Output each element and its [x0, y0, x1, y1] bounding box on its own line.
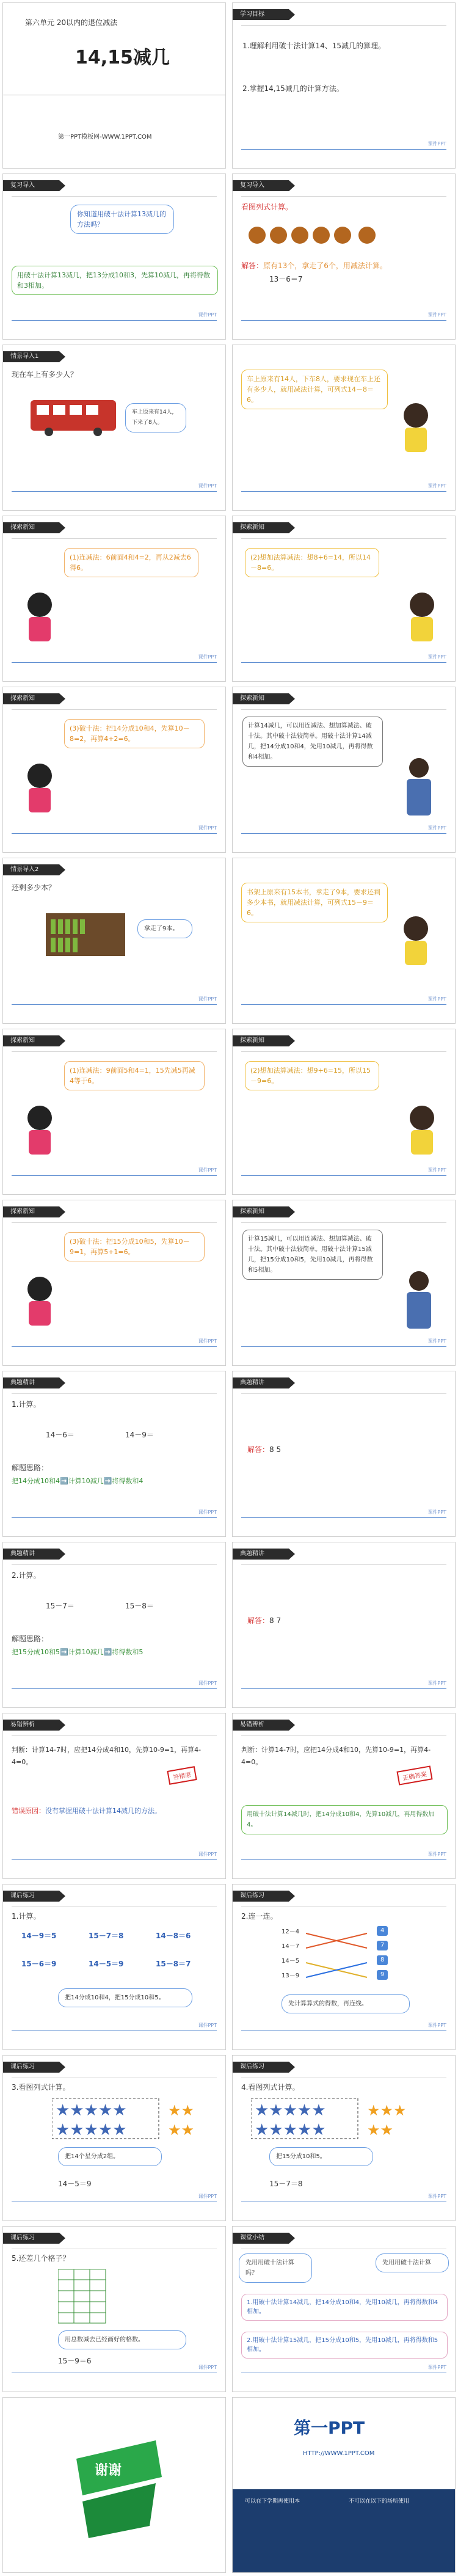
- teacher-illustration: [398, 754, 440, 822]
- divider: [241, 25, 446, 26]
- divider: [241, 1906, 446, 1907]
- method-box: (1)连减法：6前面4和4=2，再从2减去6得6。: [64, 548, 198, 577]
- stamp: 答错原: [167, 1766, 197, 1785]
- method-box: (2)想加法算减法：想9+6=15，所以15－9=6。: [245, 1061, 379, 1090]
- footer-note-1: 可以在下学期再使用本: [245, 2498, 300, 2505]
- section-tag: 典题精讲: [3, 1549, 59, 1560]
- slide-12[interactable]: [232, 858, 456, 1024]
- question: 2.计算。: [12, 1571, 41, 1580]
- hint-bubble: 把14个星分成2组。: [58, 2147, 162, 2166]
- slide-8[interactable]: [232, 516, 456, 682]
- footer-label: 课件PPT: [198, 1167, 217, 1173]
- svg-text:★★: ★★: [367, 2122, 394, 2139]
- divider: [12, 1346, 217, 1347]
- section-tag: 典题精讲: [233, 1549, 289, 1560]
- slide-2[interactable]: [232, 2, 456, 169]
- answer-equation: 15－9＝6: [58, 2357, 92, 2365]
- divider: [241, 1859, 446, 1860]
- divider: [12, 538, 217, 539]
- bookshelf-illustration: [46, 913, 125, 956]
- slide-11[interactable]: [2, 858, 226, 1024]
- child-illustration: [404, 589, 440, 644]
- divider: [12, 1688, 217, 1689]
- question: 1.计算。: [12, 1400, 41, 1409]
- slide-23[interactable]: [2, 1884, 226, 2050]
- tip-label: 解题思路：: [12, 1635, 49, 1643]
- footer-label: 课件PPT: [198, 1338, 217, 1344]
- divider: [241, 1175, 446, 1176]
- footer-label: 课件PPT: [198, 1680, 217, 1686]
- question: 看图列式计算。: [241, 203, 293, 211]
- slide-20[interactable]: [232, 1542, 456, 1708]
- svg-text:★★★★★: ★★★★★: [56, 2101, 127, 2120]
- match-left: 14－5: [282, 1958, 300, 1965]
- divider: [241, 1051, 446, 1052]
- summary-box: 计算14减几，可以用连减法、想加算减法、破十法。其中破十法较简单。用破十法计算14减几，把14分成10和4，先用10减几，再将得数和4相加。: [242, 717, 383, 767]
- footer-label: 课件PPT: [427, 2023, 446, 2028]
- child-illustration: [404, 1103, 440, 1158]
- footer-label: 课件PPT: [198, 483, 217, 489]
- section-tag: 探索新知: [233, 693, 289, 704]
- divider: [241, 149, 446, 150]
- svg-text:★★★★★: ★★★★★: [255, 2121, 326, 2139]
- slide-18[interactable]: [232, 1371, 456, 1537]
- section-tag: 探索新知: [3, 1206, 59, 1217]
- hint-bubble: 把14分成10和4，把15分成10和5。: [58, 1988, 192, 2007]
- footer-label: 课件PPT: [198, 1852, 217, 1857]
- method-box: (3)破十法：把14分成10和4，先算10－8=2，再算4+2=6。: [64, 719, 205, 748]
- slide-27[interactable]: [2, 2226, 226, 2392]
- section-tag: 探索新知: [233, 1206, 289, 1217]
- slide-28[interactable]: [232, 2226, 456, 2392]
- footer-label: 课件PPT: [427, 996, 446, 1002]
- divider: [241, 1564, 446, 1565]
- speech-bubble: 先用用破十法计算: [376, 2253, 449, 2272]
- footer-label: 课件PPT: [198, 996, 217, 1002]
- section-tag: 易错辨析: [3, 1720, 59, 1731]
- expr-1: 15－7＝: [46, 1602, 75, 1610]
- svg-text:★★★: ★★★: [367, 2102, 407, 2119]
- section-tag: 探索新知: [233, 1035, 289, 1046]
- calc-cell: 14－5＝9: [89, 1960, 124, 1968]
- divider: [241, 662, 446, 663]
- girl-illustration: [21, 1103, 58, 1158]
- answer-equation: 15－7＝8: [269, 2180, 303, 2188]
- slide-25[interactable]: [2, 2055, 226, 2221]
- slide-22[interactable]: [232, 1713, 456, 1879]
- divider: [241, 196, 446, 197]
- section-tag: 复习导入: [3, 180, 59, 191]
- slide-29[interactable]: [2, 2397, 226, 2573]
- slide-9[interactable]: [2, 687, 226, 853]
- calc-cell: 15－7＝8: [89, 1932, 124, 1940]
- footer-label: 课件PPT: [198, 825, 217, 831]
- divider: [12, 1175, 217, 1176]
- section-tag: 复习导入: [233, 180, 289, 191]
- question-bubble: 你知道用破十法计算13减几的方法吗？: [70, 205, 174, 234]
- question: 5.还差几个格子？: [12, 2254, 70, 2263]
- question: 1.计算。: [12, 1912, 41, 1921]
- calc-cell: 15－8＝7: [156, 1960, 191, 1968]
- divider: [12, 491, 217, 492]
- slide-19[interactable]: [2, 1542, 226, 1708]
- slide-1[interactable]: [2, 2, 226, 169]
- expr-2: 14－9＝: [125, 1431, 154, 1439]
- answer-box: 用破十法计算13减几，把13分成10和3，先算10减几，再将得数和3相加。: [12, 266, 218, 295]
- section-tag: 课后练习: [3, 1891, 59, 1902]
- answer-equation: 14－5＝9: [58, 2180, 92, 2188]
- lesson-title: 14,15减几: [75, 47, 170, 68]
- speech-bubble: 拿走了9本。: [137, 919, 192, 938]
- footer-label: 课件PPT: [427, 2194, 446, 2199]
- divider: [241, 320, 446, 321]
- divider: [12, 662, 217, 663]
- slide-30[interactable]: [232, 2397, 456, 2573]
- divider: [12, 1906, 217, 1907]
- site-text[interactable]: 第一PPT模板网-WWW.1PPT.COM: [58, 134, 152, 140]
- divider: [12, 196, 217, 197]
- match-lines: [306, 1928, 373, 1983]
- slide-5[interactable]: [2, 345, 226, 511]
- section-tag: 探索新知: [3, 1035, 59, 1046]
- divider: [241, 1222, 446, 1223]
- hint-bubble: 先计算算式的得数，再连线。: [282, 1994, 410, 2013]
- footer-label: 课件PPT: [427, 1167, 446, 1173]
- answer-line: 解答：8 5: [247, 1445, 282, 1454]
- divider: [241, 1517, 446, 1518]
- footer-label: 课件PPT: [198, 312, 217, 318]
- section-tag: 学习目标: [233, 9, 289, 20]
- footer-label: 课件PPT: [427, 1338, 446, 1344]
- divider: [12, 709, 217, 710]
- hint-bubble: 把15分成10和5。: [269, 2147, 373, 2166]
- divider: [12, 833, 217, 834]
- slide-16[interactable]: [232, 1200, 456, 1366]
- footer-label: 课件PPT: [427, 1852, 446, 1857]
- brand-url[interactable]: HTTP://WWW.1PPT.COM: [303, 2450, 375, 2457]
- section-tag: 探索新知: [233, 522, 289, 533]
- unit-title: 第六单元 20以内的退位减法: [25, 18, 118, 27]
- slide-15[interactable]: [2, 1200, 226, 1366]
- slide-26[interactable]: [232, 2055, 456, 2221]
- divider: [12, 1735, 217, 1736]
- judge-text: 判断：计算14-7时，应把14分成4和10，先算10-9=1，再算4-4=0。: [12, 1746, 202, 1766]
- slide-6[interactable]: [232, 345, 456, 511]
- footer-label: 课件PPT: [198, 2365, 217, 2370]
- slide-10[interactable]: [232, 687, 456, 853]
- fruit-illustration: [245, 223, 391, 247]
- speech-bubble: 车上原来有14人，下来了8人。: [125, 403, 186, 432]
- divider: [241, 1004, 446, 1005]
- divider: [241, 833, 446, 834]
- match-right: 9: [377, 1970, 388, 1980]
- section-tag: 课后练习: [233, 1891, 289, 1902]
- section-tag: 探索新知: [3, 693, 59, 704]
- divider: [12, 1222, 217, 1223]
- divider: [241, 1346, 446, 1347]
- slide-7[interactable]: [2, 516, 226, 682]
- section-tag: 典题精讲: [233, 1377, 289, 1388]
- footer-label: 课件PPT: [198, 2194, 217, 2199]
- bus-illustration: [27, 394, 119, 437]
- match-left: 13－9: [282, 1972, 300, 1979]
- girl-illustration: [21, 589, 58, 644]
- question: 4.看图列式计算。: [241, 2083, 300, 2092]
- slide-21[interactable]: [2, 1713, 226, 1879]
- divider: [241, 1393, 446, 1394]
- divider: [12, 1393, 217, 1394]
- child-illustration: [398, 913, 434, 968]
- divider: [12, 1859, 217, 1860]
- footer-label: 课件PPT: [198, 1509, 217, 1515]
- question: 现在车上有多少人？: [12, 370, 78, 379]
- divider: [12, 320, 217, 321]
- judge-text: 判断：计算14-7时，应把14分成4和10，先算10-9=1，再算4-4=0。: [241, 1746, 431, 1766]
- answer-line: 解答：8 7: [247, 1616, 282, 1625]
- thanks-text: 谢谢: [95, 2463, 122, 2478]
- goal-2: 2.掌握14,15减几的计算方法。: [242, 84, 344, 93]
- divider: [12, 1564, 217, 1565]
- divider: [241, 491, 446, 492]
- tip-text: 把14分成10和4➡️计算10减几➡️将得数和4: [12, 1477, 144, 1485]
- footer-label: 课件PPT: [198, 654, 217, 660]
- explanation-box: 车上原来有14人，下车8人，要求现在车上还有多少人，就用减法计算，可列式14－8＝6。: [241, 370, 388, 409]
- divider: [241, 709, 446, 710]
- tip-text: 把15分成10和5➡️计算10减几➡️将得数和5: [12, 1648, 144, 1656]
- divider: [241, 1688, 446, 1689]
- stars-illustration: [52, 2098, 211, 2141]
- girl-illustration: [21, 761, 58, 815]
- divider: [12, 1004, 217, 1005]
- section-tag: 课后练习: [3, 2233, 59, 2244]
- summary-point-1: 1.用破十法计算14减几，把14分成10和4，先用10减几，再将得数和4相加。: [241, 2294, 448, 2321]
- stars-illustration: [251, 2098, 410, 2141]
- speech-bubble: 先用用破十法计算吗？: [239, 2253, 312, 2283]
- divider: [12, 1051, 217, 1052]
- summary-box: 计算15减几，可以用连减法、想加算减法、破十法。其中破十法较简单。用破十法计算15减几，把15分成10和5，先用10减几，再将得数和5相加。: [242, 1230, 383, 1280]
- tip-label: 解题思路：: [12, 1464, 49, 1472]
- svg-text:★★: ★★: [168, 2102, 195, 2119]
- equation: 13－6＝7: [269, 275, 303, 283]
- girl-illustration: [21, 1274, 58, 1329]
- footer-label: 课件PPT: [427, 2365, 446, 2370]
- section-tag: 探索新知: [3, 522, 59, 533]
- section-tag: 情景导入1: [3, 351, 59, 362]
- question: 3.看图列式计算。: [12, 2083, 70, 2092]
- brand-logo: 第一PPT: [294, 2418, 365, 2438]
- slide-24[interactable]: [232, 1884, 456, 2050]
- slide-14[interactable]: [232, 1029, 456, 1195]
- method-box: (2)想加法算减法：想8+6=14，所以14－8=6。: [245, 548, 379, 577]
- match-right: 7: [377, 1941, 388, 1950]
- svg-text:★★★★★: ★★★★★: [255, 2101, 326, 2120]
- section-tag: 典题精讲: [3, 1377, 59, 1388]
- method-box: (3)破十法：把15分成10和5，先算10－9=1，再算5+1=6。: [64, 1232, 205, 1261]
- calc-cell: 15－6＝9: [21, 1960, 57, 1968]
- section-tag: 易错辨析: [233, 1720, 289, 1731]
- hint-bubble: 用总数减去已经画好的格数。: [58, 2330, 186, 2349]
- section-tag: 课堂小结: [233, 2233, 289, 2244]
- calc-cell: 14－9＝5: [21, 1932, 57, 1940]
- footer-label: 课件PPT: [427, 1509, 446, 1515]
- error-text: 错误原因：没有掌握用破十法计算14减几的方法。: [12, 1807, 161, 1815]
- grid-illustration: [58, 2269, 107, 2324]
- summary-point-2: 2.用破十法计算15减几，把15分成10和5，先用10减几，再将得数和5相加。: [241, 2332, 448, 2359]
- slide-17[interactable]: [2, 1371, 226, 1537]
- thanks-ribbon: [64, 2422, 168, 2544]
- slide-3[interactable]: [2, 173, 226, 340]
- section-tag: 情景导入2: [3, 864, 59, 875]
- expr-1: 14－6＝: [46, 1431, 75, 1439]
- child-illustration: [398, 400, 434, 455]
- footer-label: 课件PPT: [427, 483, 446, 489]
- section-tag: 课后练习: [3, 2062, 59, 2073]
- match-left: 12－4: [282, 1928, 300, 1935]
- match-left: 14－7: [282, 1943, 300, 1950]
- stamp: 正确答案: [396, 1765, 432, 1785]
- answer-line: 解答：原有13个，拿走了6个，用减法计算。: [241, 261, 387, 270]
- teacher-illustration: [398, 1268, 440, 1335]
- fix-box: 用破十法计算14减几时，把14分成10和4，先算10减几，再用得数加4。: [241, 1805, 448, 1834]
- match-right: 4: [377, 1926, 388, 1936]
- divider: [241, 1735, 446, 1736]
- svg-text:★★★★★: ★★★★★: [56, 2121, 127, 2139]
- goal-1: 1.理解利用破十法计算14、15减几的算理。: [242, 42, 385, 50]
- section-tag: 课后练习: [233, 2062, 289, 2073]
- footer-label: 课件PPT: [427, 654, 446, 660]
- svg-text:★★: ★★: [168, 2122, 195, 2139]
- footer-label: 课件PPT: [427, 141, 446, 147]
- footer-note-2: 不可以在以下的场所使用: [349, 2498, 410, 2505]
- footer-label: 课件PPT: [427, 825, 446, 831]
- footer-label: 课件PPT: [427, 1680, 446, 1686]
- match-right: 8: [377, 1955, 388, 1965]
- method-box: (1)连减法：9前面5和4=1，15先减5再减4等于6。: [64, 1061, 205, 1090]
- slide-4[interactable]: [232, 173, 456, 340]
- footer-label: 课件PPT: [427, 312, 446, 318]
- expr-2: 15－8＝: [125, 1602, 154, 1610]
- divider: [12, 1517, 217, 1518]
- question: 2.连一连。: [241, 1912, 278, 1921]
- explanation-box: 书架上原来有15本书，拿走了9本，要求还剩多少本书，就用减法计算，可列式15－9＝6。: [241, 883, 388, 922]
- footer-label: 课件PPT: [198, 2023, 217, 2028]
- calc-cell: 14－8＝6: [156, 1932, 191, 1940]
- question: 还剩多少本？: [12, 883, 56, 892]
- slide-13[interactable]: [2, 1029, 226, 1195]
- divider: [241, 538, 446, 539]
